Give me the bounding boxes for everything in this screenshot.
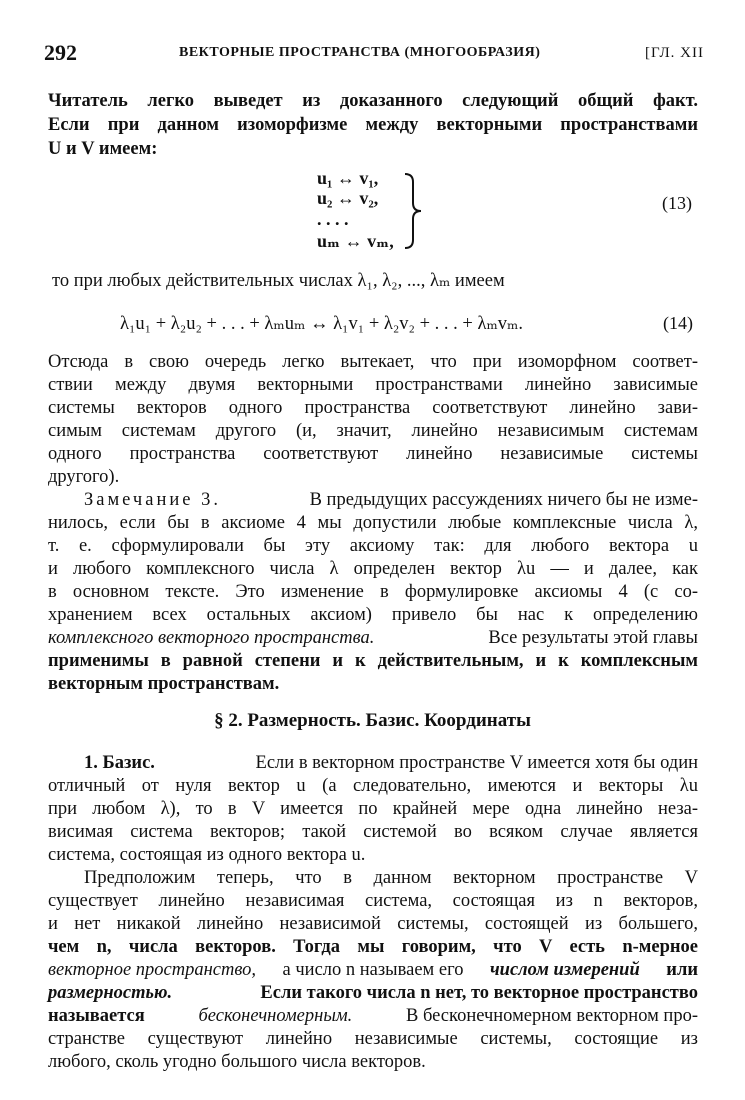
remark-line-4: и любого комплексного числа λ определен вектор λu — и далее, как xyxy=(48,559,698,579)
para1-line-5: одного пространства соответствуют линейно независимые системы xyxy=(48,444,698,464)
remark-line-9: векторным пространствам. xyxy=(48,674,280,694)
para2-line-5 xyxy=(48,959,698,981)
para2-line-4: чем n, числа векторов. Тогда мы говорим, что V есть n-мерное xyxy=(48,937,698,957)
intro-line-3: U и V имеем: xyxy=(48,139,158,159)
running-header xyxy=(44,40,704,70)
term-vector-space: векторное пространство, xyxy=(48,960,257,980)
para1-line-6: другого). xyxy=(48,467,120,487)
equation-14: λ₁u₁ + λ₂u₂ + . . . + λₘuₘ ↔ λ₁v₁ + λ₂v₂ + . . . + λₘvₘ. xyxy=(120,314,524,334)
intro-line-2: Если при данном изоморфизме между векторными пространствами xyxy=(48,115,698,135)
para2-line-3: и нет никакой линейно независимой системы, состоящей из большего, xyxy=(48,914,698,934)
remark-line-3: т. е. сформулировали бы эту аксиому так: для любого вектора u xyxy=(48,536,698,556)
chapter-label: [ГЛ. XII xyxy=(644,45,704,61)
system-row-4: uₘ ↔ vₘ, xyxy=(317,231,394,251)
para1-line-4: симым системам другого (и, значит, линейно независимым системам xyxy=(48,421,698,441)
system-row-3: . . . . xyxy=(317,209,349,229)
intro-line-1: Читатель легко выведет из доказанного следующий общий факт. xyxy=(48,91,698,111)
remark-line-1-text: В предыдущих рассуждениях ничего бы не изме- xyxy=(309,490,698,510)
term-dimension-number: числом измерений xyxy=(489,960,640,980)
remark-line-5: в основном тексте. Это изменение в формулировке аксиомы 4 (с со- xyxy=(48,582,698,602)
para2-line-9: любого, сколь угодно большого числа векторов. xyxy=(48,1052,426,1072)
system-row-1: u₁ ↔ v₁, xyxy=(317,168,379,188)
basis-line-2: отличный от нуля вектор u (а следовательно, имеются и векторы λu xyxy=(48,776,698,796)
para2-line-7-a: называется xyxy=(48,1006,145,1026)
remark-line-7-text: Все результаты этой главы xyxy=(488,628,698,648)
para2-line-5-mid: а число n называем его xyxy=(282,960,464,980)
equation-number-13: (13) xyxy=(662,193,692,213)
basis-line-1-text: Если в векторном пространстве V имеется хотя бы один xyxy=(255,753,698,773)
page-number: 292 xyxy=(44,40,77,65)
right-brace-icon xyxy=(402,172,426,250)
para2-line-1: Предположим теперь, что в данном векторном пространстве V xyxy=(84,868,698,888)
para1-line-2: ствии между двумя векторными пространствами линейно зависимые xyxy=(48,375,698,395)
remark-line-7 xyxy=(48,627,698,649)
term-dimension: размерностью. xyxy=(48,983,173,1003)
para2-line-8: странстве существуют линейно независимые системы, состоящие из xyxy=(48,1029,698,1049)
para2-line-5-end: или xyxy=(666,960,698,980)
para1-line-1: Отсюда в свою очередь легко вытекает, что при изоморфном соответ- xyxy=(48,352,698,372)
para2-line-7-text: В бесконечномерном векторном про- xyxy=(406,1006,698,1026)
remark-line-6: хранением всех остальных аксиом) привело бы нас к определению xyxy=(48,605,698,625)
remark-italic-term: комплексного векторного пространства. xyxy=(48,628,375,648)
remark-heading: Замечание 3. xyxy=(84,490,221,510)
then-line: то при любых действительных числах λ₁, λ₂, ..., λₘ имеем xyxy=(52,271,505,291)
system-row-2: u₂ ↔ v₂, xyxy=(317,188,379,208)
basis-heading: 1. Базис. xyxy=(84,753,155,773)
para2-line-6-text: Если такого числа n нет, то векторное пространство xyxy=(260,983,698,1003)
para2-line-6 xyxy=(48,982,698,1004)
remark-line-1 xyxy=(84,489,698,511)
basis-line-4: висимая система векторов; такой системой во всяком случае является xyxy=(48,822,698,842)
basis-line-1 xyxy=(84,752,698,774)
equation-number-14: (14) xyxy=(663,313,693,333)
term-infinite-dimensional: бесконечномерным. xyxy=(198,1006,353,1026)
section-heading: § 2. Размерность. Базис. Координаты xyxy=(214,710,531,731)
para2-line-7 xyxy=(48,1005,698,1027)
para2-line-2: существует линейно независимая система, состоящая из n векторов, xyxy=(48,891,698,911)
basis-line-5: система, состоящая из одного вектора u. xyxy=(48,845,366,865)
remark-line-8: применимы в равной степени и к действительным, и к комплексным xyxy=(48,651,698,671)
remark-line-2: нилось, если бы в аксиоме 4 мы допустили любые комплексные числа λ, xyxy=(48,513,698,533)
running-title: ВЕКТОРНЫЕ ПРОСТРАНСТВА (МНОГООБРАЗИЯ) xyxy=(179,45,541,60)
para1-line-3: системы векторов одного пространства соответствуют линейно зави- xyxy=(48,398,698,418)
basis-line-3: при любом λ), то в V имеется по крайней мере одна линейно неза- xyxy=(48,799,698,819)
